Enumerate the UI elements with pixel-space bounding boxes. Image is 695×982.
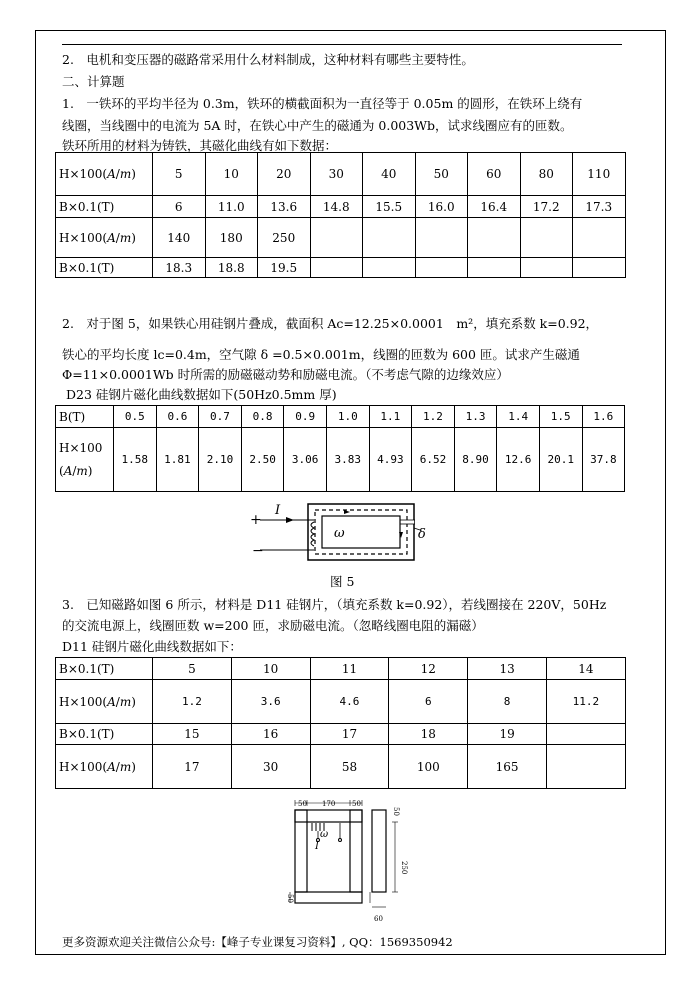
table-d23	[55, 405, 625, 492]
table-cell: 12	[389, 658, 468, 680]
table-cell: 80	[520, 153, 573, 196]
table-cell	[363, 218, 416, 258]
dim-50-top: 50	[392, 807, 400, 816]
table-cell: 17.2	[520, 196, 573, 218]
dim-170: 170	[322, 800, 336, 808]
table-cell: 14	[546, 658, 625, 680]
table-row	[56, 258, 626, 278]
dim-50-right: 50	[352, 800, 361, 808]
table-cell: 0.5	[114, 406, 157, 428]
problem2-line4: D23 硅钢片磁化曲线数据如下(50Hz0.5mm 厚)	[66, 387, 337, 402]
table-cell: 2.50	[241, 428, 284, 492]
table-cell: 15	[153, 724, 232, 745]
table-cell: 16.4	[468, 196, 521, 218]
table-cell: 10	[205, 153, 258, 196]
table-cell: 1.5	[539, 406, 582, 428]
table-row	[56, 428, 625, 492]
table-cell: 50	[415, 153, 468, 196]
theory-question-2: 2. 电机和变压器的磁路常采用什么材料制成，这种材料有哪些主要特性。	[62, 52, 474, 67]
table-cell: 5	[153, 658, 232, 680]
table-row	[56, 218, 626, 258]
table-cell: 0.6	[156, 406, 199, 428]
table-cell: 17	[153, 745, 232, 789]
current-label: I	[315, 841, 319, 852]
plus-sign: +	[250, 512, 262, 528]
table-cell: 15.5	[363, 196, 416, 218]
table-cell	[468, 218, 521, 258]
table-cell: 6.52	[412, 428, 455, 492]
table-cell: 1.0	[326, 406, 369, 428]
table-cell: 1.2	[412, 406, 455, 428]
table-cell	[520, 218, 573, 258]
table-cell: 13.6	[258, 196, 311, 218]
b-label-cell: B×0.1(T)	[56, 196, 153, 218]
table-cell: 30	[231, 745, 310, 789]
table-cell: 3.6	[231, 680, 310, 724]
minus-sign: −	[252, 543, 264, 559]
table-cell: 4.6	[310, 680, 389, 724]
table-cell: 20	[258, 153, 311, 196]
table-row	[56, 680, 626, 724]
problem1-line3: 铁环所用的材料为铸铁，其磁化曲线有如下数据：	[62, 138, 338, 153]
problem2-line3: Φ=11×0.0001Wb 时所需的励磁磁动势和励磁电流。（不考虑气隙的边缘效应）	[62, 367, 509, 382]
dim-250: 250	[400, 861, 408, 875]
table-cell: 1.6	[582, 406, 625, 428]
table-cell: 18	[389, 724, 468, 745]
table-row	[56, 406, 625, 428]
table-cell: 2.10	[199, 428, 242, 492]
omega-label: ω	[334, 526, 345, 541]
problem3-line3: D11 硅钢片磁化曲线数据如下：	[62, 639, 242, 654]
table-cell: 11.2	[546, 680, 625, 724]
table-cell: 100	[389, 745, 468, 789]
table-row	[56, 153, 626, 196]
table-cell	[546, 724, 625, 745]
table-cell: 1.2	[153, 680, 232, 724]
table-cell: 1.1	[369, 406, 412, 428]
problem1-line2: 线圈，当线圈中的电流为 5A 时，在铁心中产生的磁通为 0.003Wb，试求线圈应有的匝数。	[62, 118, 573, 133]
table-cell: 8.90	[454, 428, 497, 492]
problem1-line1: 1. 一铁环的平均半径为 0.3m，铁环的横截面积为一直径等于 0.05m 的圆形，在铁环上绕有	[62, 96, 583, 111]
current-label: I	[275, 503, 281, 518]
table-cell: 18.8	[205, 258, 258, 278]
table-cell	[520, 258, 573, 278]
table-cell: 40	[363, 153, 416, 196]
table-cell: 3.06	[284, 428, 327, 492]
problem2-line2: 铁心的平均长度 lc=0.4m，空气隙 δ =0.5×0.001m，线圈的匝数为 600 匝。试求产生磁通	[62, 347, 580, 362]
table-cell: 110	[573, 153, 626, 196]
table-cell: 1.4	[497, 406, 540, 428]
table-cell: 17	[310, 724, 389, 745]
table-row	[56, 745, 626, 789]
table-cell: 19	[468, 724, 547, 745]
table-cell: 180	[205, 218, 258, 258]
table-cell: 19.5	[258, 258, 311, 278]
problem2-line1: 2. 对于图 5，如果铁心用硅钢片叠成，截面积 Ac=12.25×0.0001 m²，填充系数 k=0.92，	[62, 316, 599, 331]
table-cell: 60	[468, 153, 521, 196]
table-cell: 165	[468, 745, 547, 789]
table-cell	[573, 258, 626, 278]
table-cell: 1.3	[454, 406, 497, 428]
figure-5-caption: 图 5	[330, 574, 355, 589]
table-cell	[573, 218, 626, 258]
h-label-cell: H×100(A/m)	[56, 680, 153, 724]
problem3-line1: 3. 已知磁路如图 6 所示，材料是 D11 硅钢片，（填充系数 k=0.92），若线圈接在 220V，50Hz	[62, 597, 607, 612]
delta-label: δ	[418, 527, 426, 542]
table-d11	[55, 657, 626, 789]
footer-note: 更多资源欢迎关注微信公众号:【峰子专业课复习资料】, QQ：1569350942	[62, 935, 453, 949]
dim-50-left: 50	[298, 800, 307, 808]
table-cell: 8	[468, 680, 547, 724]
h-label-cell: H×100 (A/m)	[56, 428, 114, 492]
table-cell: 4.93	[369, 428, 412, 492]
table-cell: 3.83	[326, 428, 369, 492]
table-cell: 17.3	[573, 196, 626, 218]
table-cell: 16	[231, 724, 310, 745]
dim-60: 60	[374, 915, 383, 923]
b-label-cell: B×0.1(T)	[56, 724, 153, 745]
table-cell	[468, 258, 521, 278]
table-cell: 16.0	[415, 196, 468, 218]
table-row	[56, 196, 626, 218]
b-label-cell: B×0.1(T)	[56, 258, 153, 278]
table-cell: 11.0	[205, 196, 258, 218]
table-cell: 11	[310, 658, 389, 680]
table-cell: 10	[231, 658, 310, 680]
table-cast-iron	[55, 152, 626, 278]
table-cell	[415, 218, 468, 258]
h-label-cell: H×100(A/m)	[56, 745, 153, 789]
table-cell: 37.8	[582, 428, 625, 492]
b-label-cell: B×0.1(T)	[56, 658, 153, 680]
b-label-cell: B(T)	[56, 406, 114, 428]
table-cell: 1.81	[156, 428, 199, 492]
table-cell	[546, 745, 625, 789]
omega-label: ω	[320, 829, 329, 840]
table-cell: 140	[153, 218, 206, 258]
table-cell: 6	[389, 680, 468, 724]
section-heading: 二、计算题	[62, 74, 125, 89]
h-label-cell: H×100(A/m)	[56, 218, 153, 258]
table-cell	[363, 258, 416, 278]
table-cell	[310, 218, 363, 258]
table-cell: 14.8	[310, 196, 363, 218]
figure-6-diagram	[280, 795, 410, 925]
table-cell: 58	[310, 745, 389, 789]
table-cell: 30	[310, 153, 363, 196]
table-cell: 18.3	[153, 258, 206, 278]
table-cell: 0.9	[284, 406, 327, 428]
problem3-line2: 的交流电源上，线圈匝数 w=200 匝，求励磁电流。（忽略线圈电阻的漏磁）	[62, 618, 484, 633]
table-cell: 5	[153, 153, 206, 196]
table-cell: 13	[468, 658, 547, 680]
table-cell: 1.58	[114, 428, 157, 492]
table-cell: 0.8	[241, 406, 284, 428]
table-cell: 250	[258, 218, 311, 258]
table-cell: 0.7	[199, 406, 242, 428]
table-cell: 6	[153, 196, 206, 218]
table-row	[56, 658, 626, 680]
top-rule	[62, 44, 622, 45]
figure-5-diagram	[250, 498, 440, 568]
h-label-cell: H×100(A/m)	[56, 153, 153, 196]
table-cell: 20.1	[539, 428, 582, 492]
dim-50-bottom: 50	[286, 894, 294, 903]
table-cell	[310, 258, 363, 278]
table-cell: 12.6	[497, 428, 540, 492]
table-cell	[415, 258, 468, 278]
table-row	[56, 724, 626, 745]
